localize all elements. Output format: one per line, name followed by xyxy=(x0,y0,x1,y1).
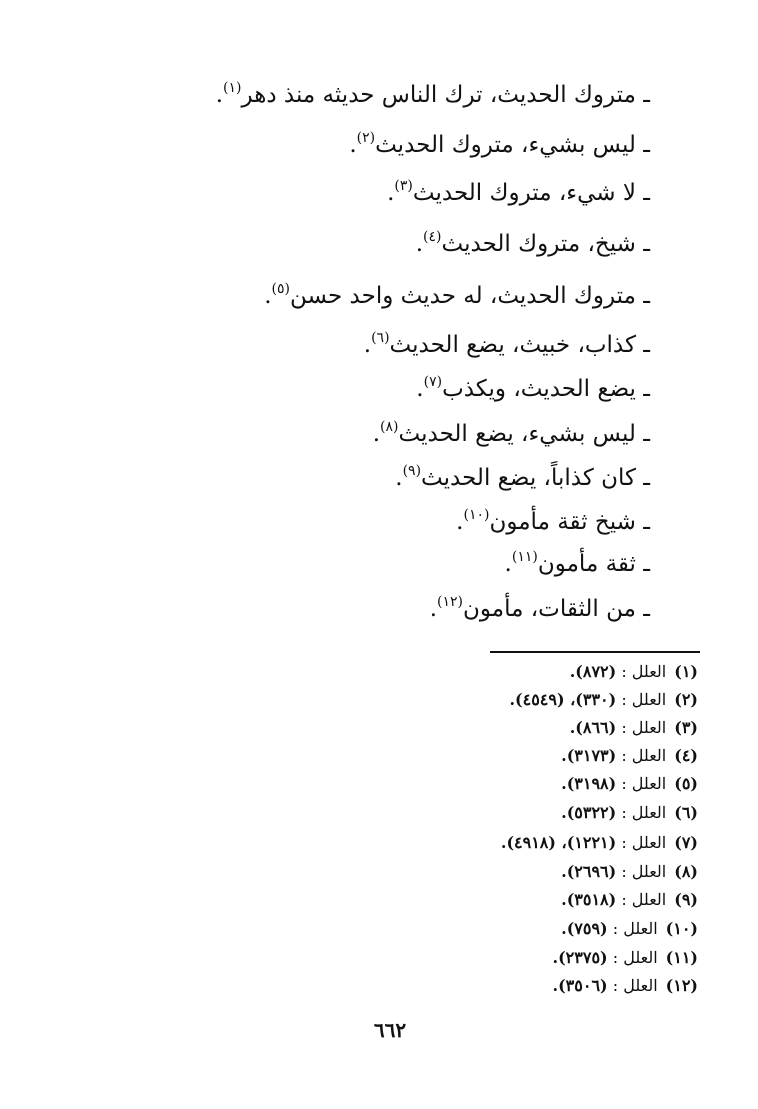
entry-text: ـ شيخ، متروك الحديث xyxy=(441,231,650,257)
footnote xyxy=(501,832,698,854)
entry-text: ـ شيخ ثقة مأمون xyxy=(489,509,650,535)
footnote xyxy=(553,947,698,969)
footnote-refs: (٣٣٠)، (٤٥٤٩). xyxy=(509,690,617,709)
entry-text: ـ لا شيء، متروك الحديث xyxy=(412,180,650,206)
footnote-number: (١١) xyxy=(665,948,698,967)
footnote-marker[interactable]: (٥) xyxy=(271,281,290,297)
footnote-label: العلل : xyxy=(612,919,658,938)
entry-line xyxy=(364,330,650,360)
entry-line xyxy=(349,130,650,160)
entry-text: ـ يضع الحديث، ويكذب xyxy=(442,376,650,402)
footnote-number: (١) xyxy=(674,662,698,681)
entry-line xyxy=(216,80,650,110)
footnote-label: العلل : xyxy=(612,976,658,995)
entry-end: . xyxy=(372,421,381,447)
footnote-marker[interactable]: (٦) xyxy=(371,330,390,346)
footnote-label: العلل : xyxy=(621,662,667,681)
footnote-marker[interactable]: (٤) xyxy=(423,229,442,245)
footnote-number: (٨) xyxy=(674,862,698,881)
footnote-refs: (٣١٩٨). xyxy=(561,774,617,793)
footnote-label: العلل : xyxy=(621,690,667,709)
footnote-label: العلل : xyxy=(621,833,667,852)
footnote xyxy=(561,918,698,940)
entry-line xyxy=(387,178,650,208)
footnote-refs: (٢٦٩٦). xyxy=(561,862,617,881)
entry-end: . xyxy=(349,132,357,158)
entry-line xyxy=(416,229,650,259)
footnote-label: العلل : xyxy=(621,746,667,765)
footnote xyxy=(561,773,698,795)
page-number: ٦٦٢ xyxy=(373,1018,407,1042)
entry-line xyxy=(395,463,650,493)
footnote-label: العلل : xyxy=(621,862,667,881)
footnote-marker[interactable]: (٨) xyxy=(380,419,399,435)
entry-end: . xyxy=(416,376,424,402)
footnote-marker[interactable]: (١٠) xyxy=(463,507,490,523)
entry-end: . xyxy=(456,509,464,535)
footnote-number: (٢) xyxy=(674,690,698,709)
entry-end: . xyxy=(415,231,424,257)
footnote xyxy=(561,802,698,824)
footnote-refs: (٥٣٢٢). xyxy=(561,803,617,822)
footnote-label: العلل : xyxy=(621,803,667,822)
entry-text: ـ ليس بشيء، يضع الحديث xyxy=(398,421,650,447)
entry-line xyxy=(430,594,650,624)
footnote-marker[interactable]: (١٢) xyxy=(437,594,464,610)
footnote-separator xyxy=(490,651,700,653)
footnote-refs: (٧٥٩). xyxy=(561,919,608,938)
footnote xyxy=(553,975,698,997)
entry-line xyxy=(264,281,650,311)
entry-text: ـ متروك الحديث، ترك الناس حديثه منذ دهر xyxy=(241,82,650,108)
footnote-number: (٤) xyxy=(674,746,698,765)
footnote-refs: (٣٥١٨). xyxy=(561,890,617,909)
entry-text: ـ ثقة مأمون xyxy=(537,551,650,577)
footnote-label: العلل : xyxy=(621,718,667,737)
footnote-marker[interactable]: (٧) xyxy=(423,374,443,390)
entry-text: ـ متروك الحديث، له حديث واحد حسن xyxy=(290,283,650,309)
footnote xyxy=(561,889,698,911)
footnote-refs: (١٢٢١)، (٤٩١٨). xyxy=(500,833,617,852)
footnote xyxy=(561,861,698,883)
footnote-number: (٧) xyxy=(674,833,698,852)
footnote-refs: (٣١٧٣). xyxy=(561,746,617,765)
footnote xyxy=(561,745,698,767)
entry-end: . xyxy=(395,465,403,491)
footnote-refs: (٨٦٦). xyxy=(569,718,617,737)
entry-line xyxy=(456,507,650,537)
entry-line xyxy=(505,549,650,579)
footnote-number: (٥) xyxy=(674,774,698,793)
footnote xyxy=(570,661,698,683)
footnote-number: (١٠) xyxy=(665,919,698,938)
entry-text: ـ ليس بشيء، متروك الحديث xyxy=(375,132,650,158)
footnote-label: العلل : xyxy=(621,774,667,793)
footnote-label: العلل : xyxy=(612,948,658,967)
footnote-refs: (٣٥٠٦). xyxy=(552,976,608,995)
entry-end: . xyxy=(215,82,224,108)
footnote xyxy=(509,689,698,711)
footnote-label: العلل : xyxy=(621,890,667,909)
footnote-marker[interactable]: (٩) xyxy=(402,463,422,479)
footnote-marker[interactable]: (١١) xyxy=(511,549,538,565)
footnote-refs: (٢٣٧٥). xyxy=(552,948,608,967)
footnote-marker[interactable]: (٣) xyxy=(394,178,413,194)
footnote-number: (٩) xyxy=(674,890,698,909)
entry-end: . xyxy=(264,283,272,309)
entry-end: . xyxy=(504,551,512,577)
footnote-number: (٦) xyxy=(674,803,698,822)
footnote-refs: (٨٧٢). xyxy=(569,662,617,681)
footnote-number: (٣) xyxy=(674,718,698,737)
entry-end: . xyxy=(387,180,395,206)
footnote-marker[interactable]: (٢) xyxy=(356,130,376,146)
entry-line xyxy=(373,419,650,449)
footnote-number: (١٢) xyxy=(665,976,698,995)
entry-end: . xyxy=(363,332,372,358)
entry-line xyxy=(416,374,650,404)
entry-text: ـ كذاب، خبيث، يضع الحديث xyxy=(389,332,650,358)
entry-text: ـ من الثقات، مأمون xyxy=(463,596,650,622)
footnote-marker[interactable]: (١) xyxy=(223,80,242,96)
entry-text: ـ كان كذاباً، يضع الحديث xyxy=(421,465,650,491)
footnote xyxy=(570,717,698,739)
entry-end: . xyxy=(429,596,438,622)
